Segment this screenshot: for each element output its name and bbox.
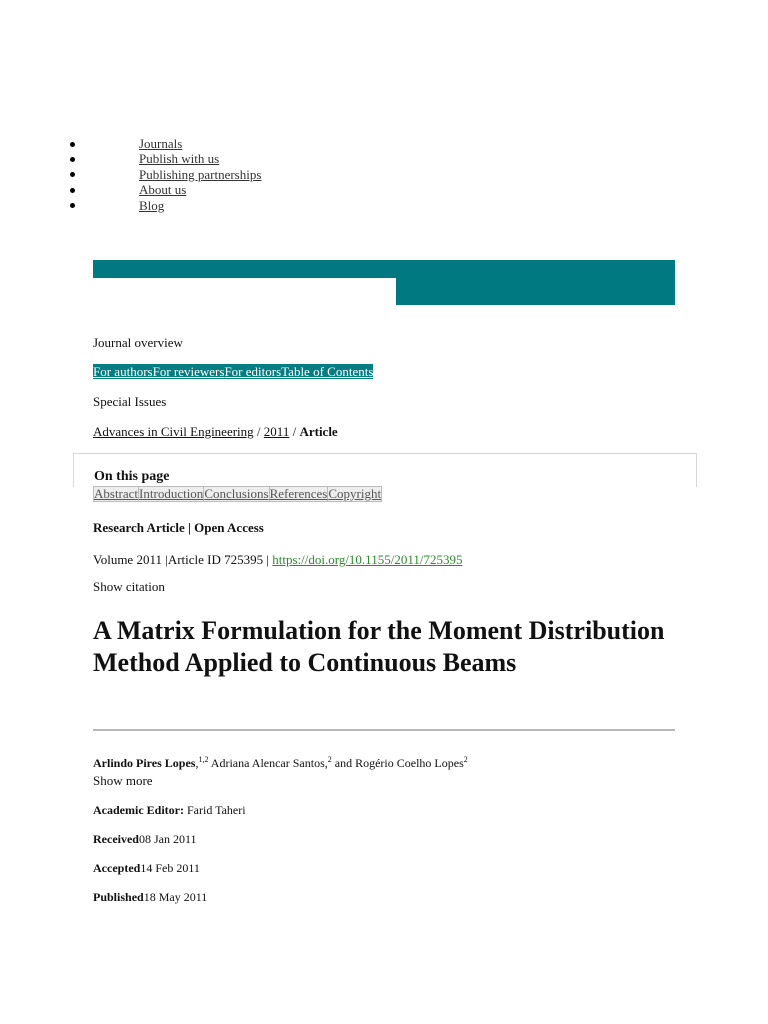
journal-menu xyxy=(93,364,373,380)
breadcrumb xyxy=(93,424,338,440)
on-this-page-tabs xyxy=(93,486,382,502)
on-this-page-title: On this page xyxy=(94,469,170,484)
title-divider xyxy=(93,729,675,731)
nav-link-publish-with-us[interactable]: Publish with us xyxy=(139,151,220,167)
bullet-icon xyxy=(70,188,75,193)
affiliation-sup: 1,2 xyxy=(198,755,209,764)
accepted-label: Accepted xyxy=(93,861,141,875)
nav-link-blog[interactable]: Blog xyxy=(139,197,165,213)
author-name[interactable]: and Rogério Coelho Lopes xyxy=(331,756,464,770)
breadcrumb-year[interactable]: 2011 xyxy=(263,424,290,439)
academic-editor-name: Farid Taheri xyxy=(183,803,246,817)
nav-link-publishing-partnerships[interactable]: Publishing partnerships xyxy=(139,166,262,182)
special-issues-link[interactable]: Special Issues xyxy=(93,394,167,409)
journal-banner xyxy=(93,260,675,278)
nav-link-journals[interactable]: Journals xyxy=(139,136,183,151)
tab-abstract[interactable]: Abstract xyxy=(94,486,139,501)
bullet-icon xyxy=(70,203,75,208)
menu-for-authors[interactable]: For authors xyxy=(93,364,153,379)
received-value: 08 Jan 2011 xyxy=(138,832,197,846)
published-date xyxy=(93,890,207,905)
accepted-value: 14 Feb 2011 xyxy=(140,861,200,875)
article-title: A Matrix Formulation for the Moment Distribution Method Applied to Continuous Beams xyxy=(93,616,665,677)
article-meta xyxy=(93,552,462,568)
bullet-icon xyxy=(70,142,75,147)
published-label: Published xyxy=(93,890,144,904)
breadcrumb-journal[interactable]: Advances in Civil Engineering xyxy=(93,424,254,439)
breadcrumb-separator: / xyxy=(253,424,264,439)
tab-references[interactable]: References xyxy=(269,486,328,501)
menu-for-reviewers[interactable]: For reviewers xyxy=(152,364,225,379)
menu-for-editors[interactable]: For editors xyxy=(224,364,282,379)
breadcrumb-current: Article xyxy=(299,424,338,439)
received-date xyxy=(93,832,197,847)
bullet-icon xyxy=(70,172,75,177)
article-type: Research Article | Open Access xyxy=(93,520,264,535)
nav-link-about-us[interactable]: About us xyxy=(139,182,187,198)
published-value: 18 May 2011 xyxy=(143,890,208,904)
show-more-button[interactable]: Show more xyxy=(93,773,153,788)
affiliation-sup: 2 xyxy=(463,755,468,764)
on-this-page-panel xyxy=(73,453,697,487)
tab-conclusions[interactable]: Conclusions xyxy=(204,486,269,501)
volume-info: Volume 2011 |Article ID 725395 | xyxy=(93,552,273,567)
received-label: Received xyxy=(93,832,139,846)
journal-overview-link[interactable]: Journal overview xyxy=(93,335,183,350)
menu-table-of-contents[interactable]: Table of Contents xyxy=(281,364,374,379)
bullet-icon xyxy=(70,157,75,162)
academic-editor-label: Academic Editor: xyxy=(93,803,184,817)
breadcrumb-separator: / xyxy=(289,424,300,439)
tab-copyright[interactable]: Copyright xyxy=(328,486,382,501)
doi-link[interactable]: https://doi.org/10.1155/2011/725395 xyxy=(272,552,463,567)
academic-editor xyxy=(93,803,246,818)
author-name[interactable]: Arlindo Pires Lopes xyxy=(93,756,196,770)
affiliation-sup: 2 xyxy=(327,755,332,764)
show-citation-button[interactable]: Show citation xyxy=(93,579,165,594)
author-list: Arlindo Pires Lopes,$^{1,2}$ Adriana Alencar Santos,$^2$ and Rogério Coelho Lopes$^2$ xyxy=(93,755,468,770)
journal-banner-extension xyxy=(396,278,675,305)
tab-introduction[interactable]: Introduction xyxy=(139,486,204,501)
author-name[interactable]: Adriana Alencar Santos, xyxy=(208,756,328,770)
accepted-date xyxy=(93,861,200,876)
